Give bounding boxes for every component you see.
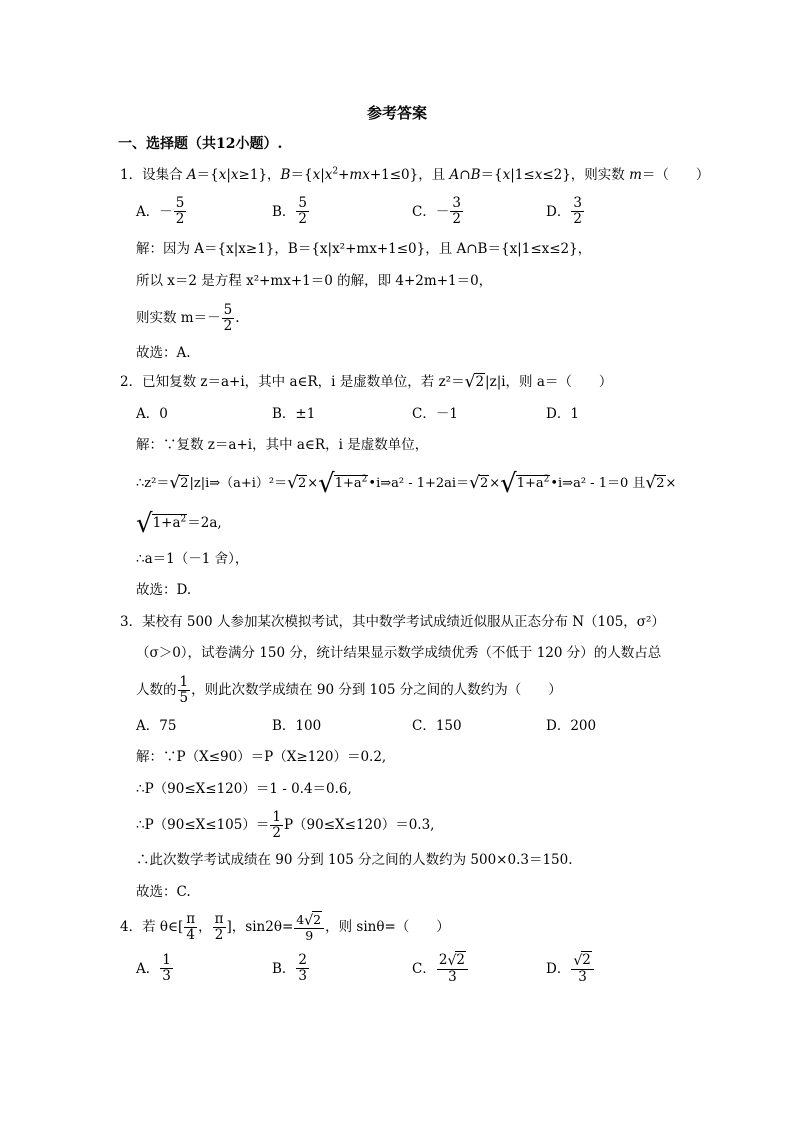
q1-option-a[interactable]: A．－ $\frac{5}{2}$ [136,195,185,227]
q3-option-c[interactable]: C．150 [412,718,462,734]
q3-stem-line1: 3．某校有 500 人参加某次模拟考试，其中数学考试成绩近似服从正态分布 N（105，σ²） [120,614,665,630]
q2-option-c[interactable]: C．－1 [412,406,458,422]
q2-solution-line1: 解：∵复数 z＝a+i，其中 a∈R，i 是虚数单位， [136,437,429,453]
q4-option-b[interactable]: B． $\frac{2}{3}$ [272,952,308,984]
q1-answer: 故选：A. [136,345,191,361]
q3-answer: 故选：C. [136,884,191,900]
q3-solution-line1: 解：∵P（X≤90）＝P（X≥120）＝0.2, [136,749,387,765]
q3-option-a[interactable]: A．75 [136,718,177,734]
q4-stem: 4．若 θ∈[ $\frac{\pi}{4}$ ， $\frac{\pi}{2}$ ]，sin2θ= $\frac{4√2}{9}$ ，则 sinθ=（ ） [120,911,450,943]
q1-option-d[interactable]: D． $\frac{3}{2}$ [546,195,582,227]
q1-solution-line3: 则实数 m＝－ $\frac{5}{2}$ . [136,302,240,334]
q3-stem-line2: （σ＞0），试卷满分 150 分，统计结果显示数学成绩优秀（不低于 120 分）的人数占总 [136,645,662,661]
q2-stem: 2．已知复数 z＝a+i，其中 a∈R，i 是虚数单位，若 z²＝√2|z|i，则 a＝（ ） [120,372,613,392]
q3-solution-line2: ∴P（90≤X≤120）＝1 - 0.4＝0.6, [136,781,352,797]
q2-solution-line2: $\therefore z^2=√2|z|i\Rightarrow(a+i)^2=√2\times√1+a^2•i\Rightarrow a^2$ - $1+2ai=√2\times√1+a^2•i\Rightarrow a^2 - 1=0$ 且√2× [136,469,677,499]
q3-solution-line3: ∴P（90≤X≤105）＝ $\frac{1}{2}$ P（90≤X≤120）＝0.3, [136,809,435,841]
q1-options [0,197,794,227]
q2-solution-line4: ∴a＝1（－1 舍）， [136,551,249,567]
section-heading: 一、选择题（共12小题）. [118,136,283,152]
q1-solution-line2: 所以 x＝2 是方程 x²+mx+1＝0 的解，即 4+2m+1＝0， [136,273,493,289]
q3-solution-line4: ∴此次数学考试成绩在 90 分到 105 分之间的人数约为 500×0.3＝150. [136,852,573,868]
q3-options [0,711,794,741]
q2-option-b[interactable]: B．±1 [272,406,316,422]
q2-answer: 故选：D. [136,582,192,598]
q4-options [0,951,794,988]
q1-stem: 1．设集合 A＝{x|x≥1}，$B=\{x|x^2+mx+1\le 0\}$，且 A∩B＝{x|1≤x≤2}，则实数 m＝（ ） [120,166,710,183]
q3-option-b[interactable]: B．100 [272,718,322,734]
q1-solution-line1: 解：因为 A＝{x|x≥1}，B＝{x|x²+mx+1≤0}，且 A∩B＝{x|1≤x≤2}， [136,241,592,257]
q2-option-d[interactable]: D．1 [546,406,579,422]
q2-option-a[interactable]: A．0 [136,406,168,422]
q3-option-d[interactable]: D．200 [546,718,597,734]
q2-solution-line3: $√1+a^2=2a$, [136,509,222,539]
page-title: 参考答案 [366,104,427,122]
q3-stem-line3: 人数的 $\frac{1}{5}$ ，则此次数学成绩在 90 分到 105 分之间的人数约为（ ） [136,674,562,706]
q2-options [0,399,794,429]
q4-option-c[interactable]: C． $\frac{2√2}{3}$ [412,954,469,985]
q4-option-a[interactable]: A． $\frac{1}{3}$ [136,952,171,984]
q1-option-c[interactable]: C．－ $\frac{3}{2}$ [412,195,461,227]
q4-option-d[interactable]: D． $\frac{√2}{3}$ [546,954,595,985]
q1-option-b[interactable]: B． $\frac{5}{2}$ [272,195,308,227]
